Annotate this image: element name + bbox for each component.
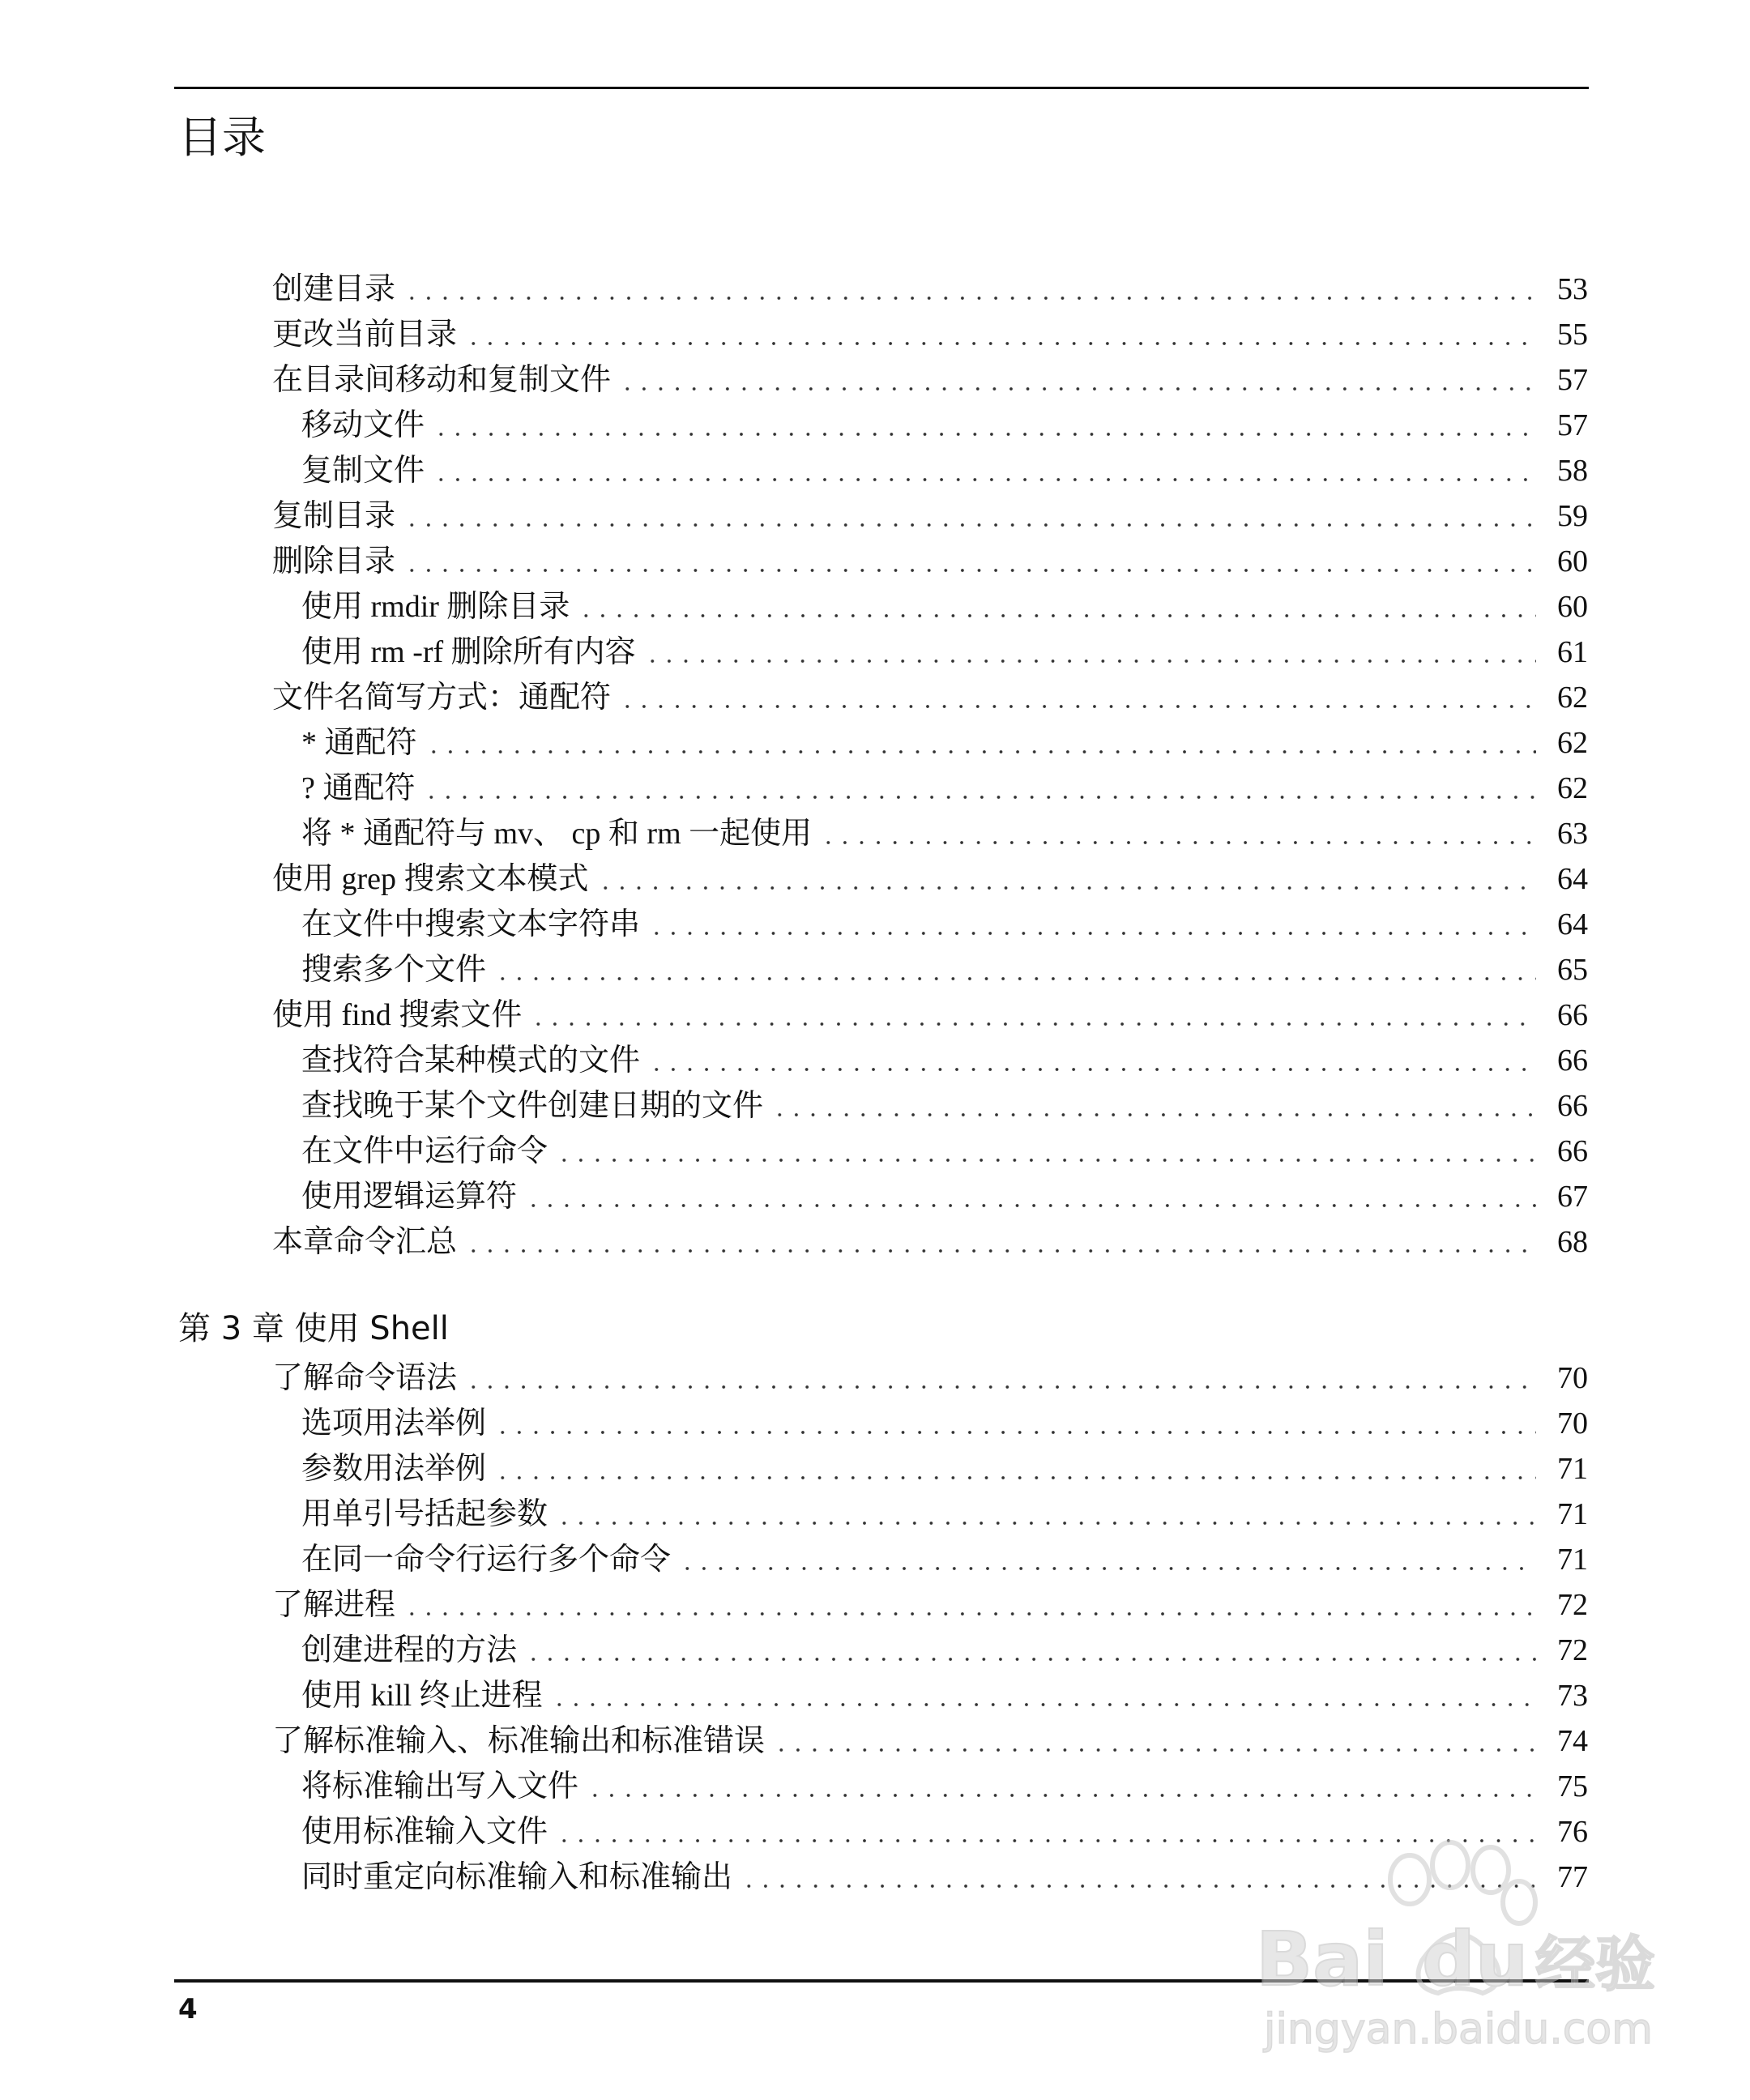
toc-entry-title: 使用 kill 终止进程 [301,1679,543,1713]
toc-entry-title: 使用 find 搜索文件 [272,998,523,1032]
toc-entry-page: 71 [1557,1497,1588,1531]
toc-entry[interactable] [272,1355,1588,1401]
dot-leader [403,569,1536,572]
svg-text:经验: 经验 [1535,1930,1655,2000]
toc-subentry[interactable] [301,947,1588,992]
dot-leader [597,886,1536,890]
toc-entry-title: 了解进程 [272,1588,396,1622]
dot-leader [551,1703,1536,1706]
toc-entry-page: 57 [1557,363,1588,397]
dot-leader [494,1431,1536,1434]
toc-subentry[interactable] [301,902,1588,947]
dot-leader [679,1567,1536,1570]
toc-entry-page: 72 [1557,1588,1588,1622]
header-rule [174,87,1589,89]
toc-entry[interactable] [272,493,1588,539]
page-number: 4 [178,1993,198,2025]
toc-entry[interactable] [272,1219,1588,1265]
toc-subentry[interactable] [301,584,1588,630]
toc-subentry[interactable] [301,403,1588,448]
toc-entry-page: 61 [1557,635,1588,669]
toc-entry-page: 64 [1557,862,1588,896]
toc-entry-page: 53 [1557,272,1588,306]
dot-leader [423,796,1536,799]
dot-leader [771,1113,1536,1116]
toc-entry-title: 选项用法举例 [301,1406,487,1441]
toc-entry[interactable] [272,992,1588,1038]
toc-subentry[interactable] [301,1492,1588,1537]
toc-entry-title: 了解命令语法 [272,1361,458,1395]
dot-leader [648,932,1536,935]
toc-entry-title: 创建进程的方法 [301,1633,518,1667]
dot-leader [465,1385,1536,1389]
toc-entry[interactable] [272,1718,1588,1764]
toc-entry-title: 使用 rm -rf 删除所有内容 [301,635,636,669]
toc-entry-title: 创建目录 [272,272,396,306]
page-title: 目录 [178,112,266,163]
toc-subentry[interactable] [301,1174,1588,1219]
dot-leader [465,1249,1536,1253]
toc-entry[interactable] [272,1582,1588,1628]
toc-entry-page: 60 [1557,544,1588,578]
toc-entry-title: 使用逻辑运算符 [301,1180,518,1214]
toc-entry-page: 67 [1557,1180,1588,1214]
baidu-watermark-logo [1248,1831,1669,2090]
toc-subentry[interactable] [301,1401,1588,1446]
toc-entry[interactable] [272,856,1588,902]
dot-leader [403,297,1536,300]
toc-entry-page: 74 [1557,1724,1588,1758]
toc-entry-page: 73 [1557,1679,1588,1713]
toc-subentry[interactable] [301,1628,1588,1673]
toc-subentry[interactable] [301,811,1588,856]
toc-entry-title: 删除目录 [272,544,396,578]
dot-leader [556,1522,1536,1525]
toc-entry-page: 62 [1557,726,1588,760]
svg-text:du: du [1422,1916,1529,2003]
dot-leader [556,1159,1536,1162]
toc-entry[interactable] [272,675,1588,720]
toc-entry-page: 76 [1557,1815,1588,1849]
toc-entry-page: 59 [1557,499,1588,533]
dot-leader [773,1748,1536,1752]
toc-subentry[interactable] [301,1764,1588,1809]
toc-entry-page: 60 [1557,590,1588,624]
dot-leader [619,387,1536,391]
toc-entry-page: 62 [1557,771,1588,805]
toc-entry-page: 66 [1557,1044,1588,1078]
toc-subentry[interactable] [301,1446,1588,1492]
toc-entry-title: 复制目录 [272,499,396,533]
toc-entry-page: 68 [1557,1225,1588,1259]
dot-leader [578,614,1536,617]
toc-entry-page: 75 [1557,1769,1588,1803]
toc-subentry[interactable] [301,766,1588,811]
dot-leader [619,705,1536,708]
dot-leader [433,433,1536,436]
toc-entry-title: 更改当前目录 [272,318,458,352]
toc-entry-page: 66 [1557,998,1588,1032]
dot-leader [494,1476,1536,1479]
toc-entry-title: 查找晚于某个文件创建日期的文件 [301,1089,764,1123]
toc-entry-title: 移动文件 [301,408,425,442]
dot-leader [525,1204,1536,1207]
dot-leader [403,523,1536,527]
toc-entry-title: 文件名简写方式：通配符 [272,681,612,715]
dot-leader [525,1658,1536,1661]
toc-subentry[interactable] [301,1038,1588,1083]
toc-entry-page: 62 [1557,681,1588,715]
toc-entry-page: 66 [1557,1134,1588,1168]
toc-entry-title: 在同一命令行运行多个命令 [301,1543,672,1577]
toc-entry-page: 77 [1557,1860,1588,1894]
toc-entry-title: 查找符合某种模式的文件 [301,1044,641,1078]
dot-leader [587,1794,1536,1797]
toc-entry-title: 搜索多个文件 [301,953,487,987]
toc-entry-title: 在文件中搜索文本字符串 [301,907,641,941]
toc-subentry[interactable] [301,1083,1588,1129]
toc-entry-title: 将标准输出写入文件 [301,1769,579,1803]
dot-leader [644,659,1536,663]
dot-leader [530,1022,1536,1026]
toc-entry-page: 57 [1557,408,1588,442]
toc-entry-title: 在目录间移动和复制文件 [272,363,612,397]
toc-entry[interactable] [272,539,1588,584]
toc-subentry[interactable] [301,720,1588,766]
dot-leader [403,1612,1536,1616]
toc-entry-page: 71 [1557,1452,1588,1486]
dot-leader [433,478,1536,481]
toc-subentry[interactable] [301,1129,1588,1174]
toc-entry-title: 用单引号括起参数 [301,1497,548,1531]
toc-subentry[interactable] [301,1537,1588,1582]
dot-leader [648,1068,1536,1071]
toc-entry-page: 55 [1557,318,1588,352]
toc-entry-title: ? 通配符 [301,771,416,805]
toc-entry-title: 将 * 通配符与 mv、 cp 和 rm 一起使用 [301,817,813,851]
dot-leader [820,841,1536,844]
svg-text:Bai: Bai [1256,1916,1389,2003]
toc-entry-page: 70 [1557,1406,1588,1441]
toc-subentry[interactable] [301,630,1588,675]
toc-entry-page: 64 [1557,907,1588,941]
toc-subentry[interactable] [301,448,1588,493]
toc-entry-title: 使用标准输入文件 [301,1815,548,1849]
toc-entry-page: 63 [1557,817,1588,851]
toc-entry-title: 使用 rmdir 删除目录 [301,590,570,624]
dot-leader [425,750,1536,753]
toc-entry-title: 参数用法举例 [301,1452,487,1486]
toc-subentry[interactable] [301,1673,1588,1718]
toc-entry-page: 71 [1557,1543,1588,1577]
toc-entry[interactable] [272,312,1588,357]
toc-entry-title: 同时重定向标准输入和标准输出 [301,1860,733,1894]
dot-leader [494,977,1536,980]
dot-leader [465,342,1536,345]
toc-entry-page: 66 [1557,1089,1588,1123]
toc-entry-page: 72 [1557,1633,1588,1667]
toc-entry-title: 复制文件 [301,454,425,488]
toc-entry-title: 了解标准输入、标准输出和标准错误 [272,1724,766,1758]
toc-entry-title: 使用 grep 搜索文本模式 [272,862,589,896]
toc-entry-title: * 通配符 [301,726,417,760]
toc-entry-page: 65 [1557,953,1588,987]
toc-entry-title: 在文件中运行命令 [301,1134,548,1168]
toc-entry-page: 70 [1557,1361,1588,1395]
toc-entry-title: 本章命令汇总 [272,1225,458,1259]
toc-entry[interactable] [272,357,1588,403]
toc-entry-page: 58 [1557,454,1588,488]
toc-entry[interactable] [272,267,1588,312]
chapter-heading[interactable]: 第 3 章 使用 Shell [178,1310,449,1347]
svg-text:jingyan.baidu.com: jingyan.baidu.com [1264,2005,1653,2054]
